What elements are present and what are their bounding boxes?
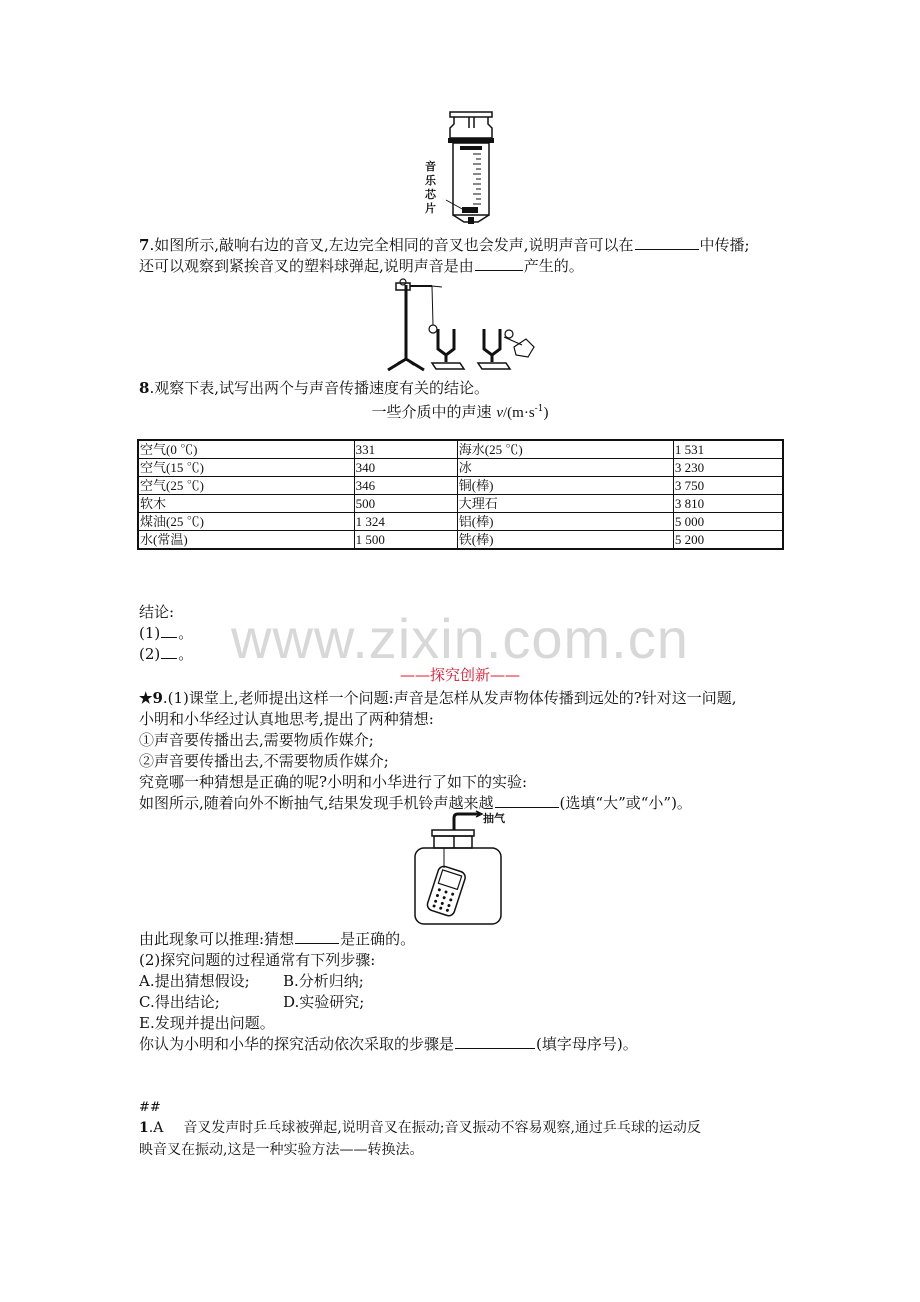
step-a: A.提出猜想假设; [139,972,250,990]
table-cell: 3 230 [673,459,783,477]
q8-line1 [139,378,489,398]
table-cell: 5 200 [673,531,783,550]
answer-1-text: 音叉发声时乒乓球被弹起,说明音叉在振动;音叉振动不容易观察,通过乒乓球的运动反 [183,1120,701,1136]
q7-line1 [139,235,750,255]
answer-1-number: 1 [139,1120,149,1136]
table-cell: 346 [354,477,457,495]
table-row [138,477,783,495]
table-cell: 空气(0 ℃) [138,440,354,459]
q9-line1 [139,688,737,708]
answer-marker: ## [139,1100,161,1115]
answer-1-letter: .A [148,1120,164,1136]
table-cell: 331 [354,440,457,459]
pump-label: 抽气 [483,812,505,825]
table-cell: 海水(25 ℃) [457,440,673,459]
table-cell: 3 750 [673,477,783,495]
step-d: D.实验研究; [283,993,365,1011]
answer-1-line1 [139,1118,701,1138]
conclusion-label: 结论: [139,603,175,621]
table-cell: 水(常温) [138,531,354,550]
table-cell: 1 500 [354,531,457,550]
table-cell: 铁(棒) [457,531,673,550]
q9-line6-end: (选填“大”或“小”)。 [559,794,692,812]
table-row [138,440,783,459]
q9-number: ★9 [139,689,163,707]
conclusion-2 [139,644,193,664]
c1-label: (1) [139,624,161,642]
q9-line7 [139,929,415,949]
label-char: 芯 [425,188,436,201]
table-row [138,495,783,513]
caption-v: v [496,405,503,421]
jar-phone-figure [410,810,520,928]
caption-unit: /(m·s [503,405,535,421]
table-row [138,531,783,550]
table-caption [0,399,920,423]
q7-text-2-end: 产生的。 [523,257,584,275]
q9-line9 [139,1034,638,1054]
table-cell: 500 [354,495,457,513]
conclusion-1 [139,623,193,643]
label-char: 音 [425,160,436,173]
q9-guess-2: ②声音要传播出去,不需要物质作媒介; [139,752,389,770]
table-cell: 3 810 [673,495,783,513]
q9-blank-1[interactable] [495,793,559,808]
label-char: 片 [425,202,436,215]
c1-blank[interactable] [161,623,177,638]
c2-label: (2) [139,645,161,663]
table-cell: 软木 [138,495,354,513]
c1-end: 。 [178,624,194,642]
q9-line6-text: 如图所示,随着向外不断抽气,结果发现手机铃声越来越 [139,794,494,812]
q9-steps-row1 [139,971,364,991]
step-c: C.得出结论; [139,993,220,1011]
q9-steps-row2 [139,992,364,1012]
table-cell: 空气(15 ℃) [138,459,354,477]
tuning-fork-figure [376,277,546,375]
q9-line7-text: 由此现象可以推理:猜想 [139,930,295,948]
caption-close: ) [543,405,549,421]
q9-line9-text: 你认为小明和小华的探究活动依次采取的步骤是 [139,1035,455,1053]
table-cell: 1 531 [673,440,783,459]
step-b: B.分析归纳; [283,972,364,990]
answer-1-line2: 映音叉在振动,这是一种实验方法——转换法。 [139,1142,424,1158]
table-cell: 铝(棒) [457,513,673,531]
music-chip-label [425,160,439,216]
q7-blank-2[interactable] [475,256,523,271]
q7-text: .如图所示,敲响右边的音叉,左边完全相同的音叉也会发声,说明声音可以在 [149,236,634,254]
q7-text-end: 中传播; [699,236,750,254]
table-cell: 煤油(25 ℃) [138,513,354,531]
q9-blank-3[interactable] [455,1034,535,1049]
q9-guess-1: ①声音要传播出去,需要物质作媒介; [139,731,374,749]
table-cell: 铜(棒) [457,477,673,495]
section-title: ——探究创新—— [399,666,520,684]
table-cell: 大理石 [457,495,673,513]
q7-text-2: 还可以观察到紧挨音叉的塑料球弹起,说明声音是由 [139,257,474,275]
table-row [138,459,783,477]
q7-line2 [139,256,584,276]
sound-speed-table [137,439,784,550]
table-cell: 空气(25 ℃) [138,477,354,495]
q9-line5: 究竟哪一种猜想是正确的呢?小明和小华进行了如下的实验: [139,773,528,791]
q9-line2: 小明和小华经过认真地思考,提出了两种猜想: [139,710,434,728]
q9-blank-2[interactable] [295,929,339,944]
q9-step-e: E.发现并提出问题。 [139,1014,275,1032]
q7-number: 7 [139,236,150,254]
c2-blank[interactable] [161,644,177,659]
q7-blank-1[interactable] [635,235,699,250]
q8-text: .观察下表,试写出两个与声音传播速度有关的结论。 [149,379,489,397]
c2-end: 。 [178,645,194,663]
label-char: 乐 [425,174,436,187]
table-cell: 5 000 [673,513,783,531]
q9-line8: (2)探究问题的过程通常有下列步骤: [139,951,376,969]
table-row [138,513,783,531]
table-cell: 1 324 [354,513,457,531]
q8-number: 8 [139,379,150,397]
table-cell: 340 [354,459,457,477]
caption-text: 一些介质中的声速 [371,403,497,421]
table-cell: 冰 [457,459,673,477]
watermark: www.zixin.com.cn [231,607,689,670]
q9-text-1: .(1)课堂上,老师提出这样一个问题:声音是怎样从发声物体传播到远处的?针对这一问题, [162,689,737,707]
q9-line9-end: (填字母序号)。 [536,1035,638,1053]
syringe-figure [424,110,524,225]
caption-sup: -1 [534,404,544,414]
q9-line7-end: 是正确的。 [340,930,416,948]
